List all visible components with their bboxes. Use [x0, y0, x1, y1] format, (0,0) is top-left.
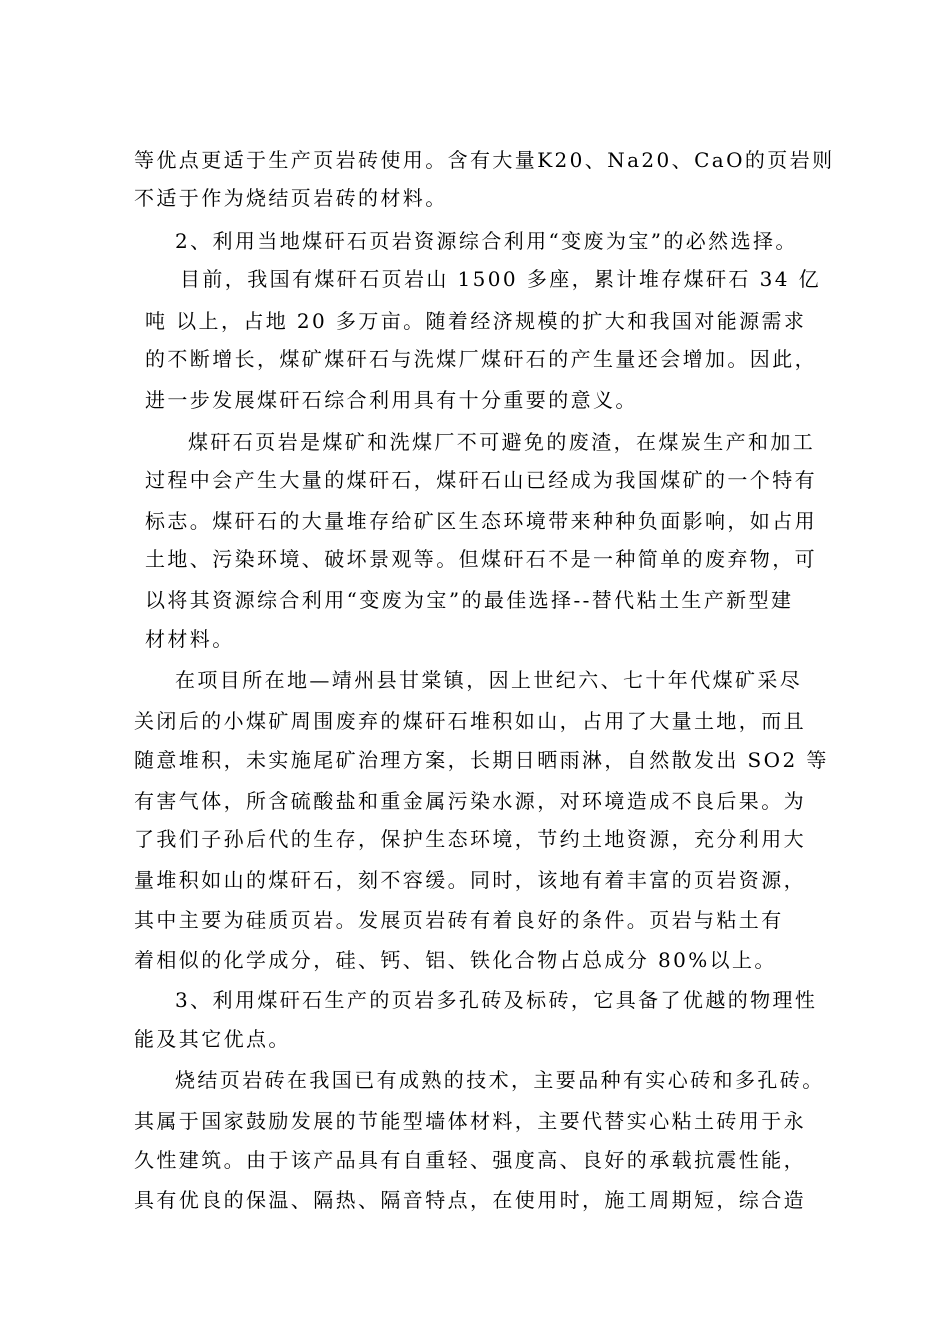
- text-line: 2、利用当地煤矸石页岩资源综合利用“变废为宝”的必然选择。: [175, 229, 798, 253]
- text-line: 3、利用煤矸石生产的页岩多孔砖及标砖，它具备了优越的物理性: [175, 988, 818, 1012]
- text-line: 其中主要为硅质页岩。发展页岩砖有着良好的条件。页岩与粘土有: [134, 908, 784, 932]
- text-line: 目前，我国有煤矸石页岩山 1500 多座，累计堆存煤矸石 34 亿: [180, 267, 821, 291]
- text-line: 随意堆积，未实施尾矿治理方案，长期日晒雨淋，自然散发出 SO2 等: [134, 748, 829, 772]
- text-line: 吨 以上，占地 20 多万亩。随着经济规模的扩大和我国对能源需求: [145, 309, 807, 333]
- text-line: 标志。煤矸石的大量堆存给矿区生态环境带来种种负面影响，如占用: [145, 509, 817, 533]
- text-line: 煤矸石页岩是煤矿和洗煤厂不可避免的废渣，在煤炭生产和加工: [188, 430, 816, 454]
- text-line: 过程中会产生大量的煤矸石，煤矸石山已经成为我国煤矿的一个特有: [145, 468, 817, 492]
- text-line: 烧结页岩砖在我国已有成熟的技术，主要品种有实心砖和多孔砖。: [175, 1068, 825, 1092]
- text-line: 有害气体，所含硫酸盐和重金属污染水源，对环境造成不良后果。为: [134, 789, 806, 813]
- text-line: 进一步发展煤矸石综合利用具有十分重要的意义。: [145, 388, 638, 412]
- text-line: 不适于作为烧结页岩砖的材料。: [134, 186, 448, 210]
- text-line: 的不断增长，煤矿煤矸石与洗煤厂煤矸石的产生量还会增加。因此，: [145, 347, 817, 371]
- text-line: 以将其资源综合利用“变废为宝”的最佳选择--替代粘土生产新型建: [145, 588, 794, 612]
- text-line: 在项目所在地—靖州县甘棠镇，因上世纪六、七十年代煤矿采尽: [175, 668, 803, 692]
- text-line: 关闭后的小煤矿周围废弃的煤矸石堆积如山，占用了大量土地，而且: [134, 709, 806, 733]
- text-line: 量堆积如山的煤矸石，刻不容缓。同时，该地有着丰富的页岩资源，: [134, 868, 806, 892]
- text-line: 其属于国家鼓励发展的节能型墙体材料，主要代替实心粘土砖用于永: [134, 1109, 806, 1133]
- text-line: 能及其它优点。: [134, 1027, 291, 1051]
- text-line: 着相似的化学成分，硅、钙、铝、铁化合物占总成分 80%以上。: [134, 948, 777, 972]
- text-line: 具有优良的保温、隔热、隔音特点，在使用时，施工周期短，综合造: [134, 1188, 806, 1212]
- text-line: 材材料。: [145, 627, 235, 651]
- text-line: 土地、污染环境、破坏景观等。但煤矸石不是一种简单的废弃物，可: [145, 547, 817, 571]
- text-line: 久性建筑。由于该产品具有自重轻、强度高、良好的承载抗震性能，: [134, 1148, 806, 1172]
- text-line: 等优点更适于生产页岩砖使用。含有大量K20、Na20、CaO的页岩则: [134, 148, 835, 172]
- text-line: 了我们子孙后代的生存，保护生态环境，节约土地资源，充分利用大: [134, 827, 806, 851]
